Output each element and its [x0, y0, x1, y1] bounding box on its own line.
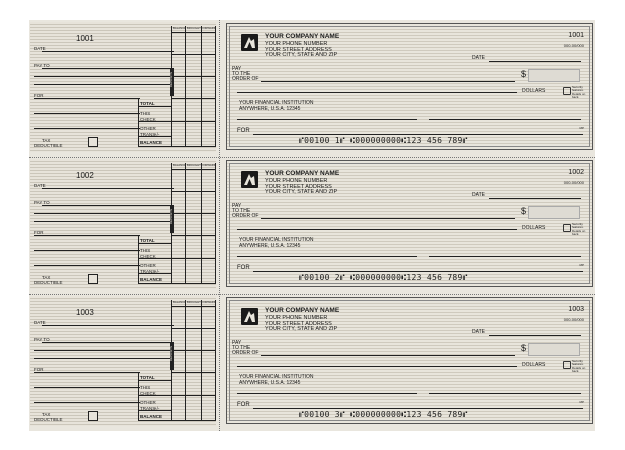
stub-deductible-label: DEDUCTIBLE — [34, 280, 63, 285]
stub-rule — [171, 191, 215, 192]
stub-rule — [171, 213, 215, 214]
stub-rule — [171, 306, 215, 307]
micr-account-number: ⑆000000000⑆123 456 789⑈ — [350, 136, 468, 145]
micr-account-number: ⑆000000000⑆123 456 789⑈ — [350, 410, 468, 419]
stub-check-number: 1002 — [76, 171, 94, 180]
stub-date-label: DATE — [34, 46, 46, 51]
date-line[interactable] — [489, 61, 581, 62]
date-label: DATE — [472, 329, 485, 335]
stub-rule — [171, 121, 215, 122]
dollars-label: DOLLARS — [522, 88, 546, 94]
for-label: FOR — [237, 402, 250, 408]
padlock-icon — [563, 224, 571, 232]
memo-line[interactable] — [237, 119, 417, 120]
company-city-state-zip: YOUR CITY, STATE AND ZIP — [265, 326, 338, 332]
stub-rule — [34, 402, 140, 403]
stub-rule — [171, 169, 215, 170]
date-line[interactable] — [489, 198, 581, 199]
stub-balance-label: BALANCE — [140, 140, 162, 145]
stub-rule — [34, 265, 140, 266]
stub-this-check-label: THIS CHECK — [140, 248, 156, 259]
dollar-sign: $ — [521, 206, 527, 216]
payee-line[interactable] — [261, 81, 515, 82]
stub-balance-forward-label: BALANCE BROUGHT FORWARD — [173, 26, 216, 30]
stub-column-rule — [185, 300, 186, 420]
tax-deductible-checkbox[interactable] — [88, 274, 98, 284]
stub-total-label: TOTAL — [140, 101, 155, 106]
amount-field[interactable] — [528, 343, 580, 356]
stub-date-label: DATE — [34, 320, 46, 325]
memo-rule[interactable] — [253, 408, 583, 409]
stub-for-label: FOR — [34, 367, 44, 372]
stub-tax-label: TAX — [42, 138, 51, 143]
stub-rule — [34, 372, 140, 373]
stub-rule — [138, 243, 171, 244]
amount-words-line[interactable] — [237, 366, 517, 367]
micr-check-serial: ⑈00100 2⑈ — [299, 273, 346, 282]
amount-words-line[interactable] — [237, 92, 517, 93]
security-features-note: Security features. Details on back. — [572, 222, 586, 237]
company-phone: YOUR PHONE NUMBER — [265, 178, 328, 184]
stub-rule — [171, 235, 215, 236]
stub-check-number: 1003 — [76, 308, 94, 317]
memo-rule[interactable] — [253, 134, 583, 135]
date-label: DATE — [472, 55, 485, 61]
check-row — [29, 20, 595, 157]
pay-label: PAY — [232, 66, 242, 72]
amount-field[interactable] — [528, 69, 580, 82]
payee-line[interactable] — [261, 218, 515, 219]
stub-rule — [34, 235, 140, 236]
stub-column-rule — [138, 372, 139, 420]
stub-other-trans-sign: +/- — [154, 406, 160, 411]
to-the-label: TO THE — [232, 345, 251, 351]
pay-label: PAY — [232, 203, 242, 209]
stub-other-trans-label: OTHER TRANS — [140, 263, 156, 274]
order-of-label: ORDER OF — [232, 213, 259, 219]
deposits-box — [170, 205, 174, 233]
company-phone: YOUR PHONE NUMBER — [265, 41, 328, 47]
stub-rule — [34, 221, 170, 222]
routing-fraction: 000-00/000 — [563, 180, 584, 185]
amount-field[interactable] — [528, 206, 580, 219]
stub-rule — [34, 387, 140, 388]
stub-other-trans-label: OTHER TRANS — [140, 126, 156, 137]
memo-rule[interactable] — [253, 271, 583, 272]
stub-deductible-label: DEDUCTIBLE — [34, 417, 63, 422]
to-the-label: TO THE — [232, 71, 251, 77]
routing-fraction: 000-00/000 — [563, 43, 584, 48]
stub-rule — [138, 121, 171, 122]
check-stub — [30, 22, 216, 152]
bank-address: ANYWHERE, U.S.A. 12345 — [239, 106, 301, 112]
stub-deposits-label: DEPOSITS — [169, 346, 173, 362]
dollars-label: DOLLARS — [522, 362, 546, 368]
stub-deductible-label: DEDUCTIBLE — [34, 143, 63, 148]
stub-balance-label: BALANCE — [140, 277, 162, 282]
check — [226, 23, 593, 150]
payee-line[interactable] — [261, 355, 515, 356]
stub-rule — [42, 68, 170, 69]
company-city-state-zip: YOUR CITY, STATE AND ZIP — [265, 52, 338, 58]
stub-rule — [138, 136, 171, 137]
stub-column-rule — [138, 98, 139, 146]
check-number: 1003 — [568, 306, 584, 313]
stub-pay-to-label: PAY TO — [34, 63, 50, 68]
stub-rule — [42, 342, 170, 343]
stub-rule — [171, 98, 215, 99]
date-line[interactable] — [489, 335, 581, 336]
signature-line[interactable] — [429, 119, 581, 120]
stub-rule — [34, 250, 140, 251]
stub-rule — [138, 273, 171, 274]
check-number: 1001 — [568, 32, 584, 39]
signature-line[interactable] — [429, 256, 581, 257]
company-logo-icon — [241, 171, 258, 188]
order-of-label: ORDER OF — [232, 76, 259, 82]
stub-rule — [34, 358, 170, 359]
mp-label: MP — [579, 126, 584, 130]
stub-rule — [34, 98, 140, 99]
stub-deposits-label: DEPOSITS — [169, 209, 173, 225]
stub-rule — [171, 32, 215, 33]
stub-other-trans-label: OTHER TRANS — [140, 400, 156, 411]
stub-column-rule — [185, 26, 186, 146]
check-row — [29, 157, 595, 294]
bank-name: YOUR FINANCIAL INSTITUTION — [239, 374, 314, 380]
mp-label: MP — [579, 263, 584, 267]
stub-other-trans-sign: +/- — [154, 269, 160, 274]
stub-rule — [42, 325, 174, 326]
stub-rule — [171, 54, 215, 55]
company-name: YOUR COMPANY NAME — [265, 33, 340, 40]
stub-pay-to-label: PAY TO — [34, 337, 50, 342]
company-logo-icon — [241, 34, 258, 51]
stub-rule — [171, 258, 215, 259]
company-city-state-zip: YOUR CITY, STATE AND ZIP — [265, 189, 338, 195]
order-of-label: ORDER OF — [232, 350, 259, 356]
stub-rule — [138, 146, 216, 147]
for-label: FOR — [237, 128, 250, 134]
stub-this-check-label: THIS CHECK — [140, 385, 156, 396]
stub-column-rule — [201, 163, 202, 283]
security-features-note: Security features. Details on back. — [572, 85, 586, 100]
routing-fraction: 000-00/000 — [563, 317, 584, 322]
memo-line[interactable] — [237, 393, 417, 394]
check — [226, 160, 593, 287]
amount-words-line[interactable] — [237, 229, 517, 230]
stub-column-rule — [201, 300, 202, 420]
stub-rule — [34, 128, 140, 129]
stub-column-rule — [185, 163, 186, 283]
micr-account-number: ⑆000000000⑆123 456 789⑈ — [350, 273, 468, 282]
micr-check-serial: ⑈00100 3⑈ — [299, 410, 346, 419]
stub-column-rule — [215, 26, 216, 146]
stub-total-label: TOTAL — [140, 375, 155, 380]
for-label: FOR — [237, 265, 250, 271]
dollars-label: DOLLARS — [522, 225, 546, 231]
stub-rule — [171, 395, 215, 396]
dollar-sign: $ — [521, 343, 527, 353]
check-number: 1002 — [568, 169, 584, 176]
dollar-sign: $ — [521, 69, 527, 79]
company-street: YOUR STREET ADDRESS — [265, 320, 332, 327]
stub-for-label: FOR — [34, 93, 44, 98]
stub-for-label: FOR — [34, 230, 44, 235]
padlock-icon — [563, 87, 571, 95]
stub-balance-forward-label: BALANCE BROUGHT FORWARD — [173, 300, 216, 304]
company-name: YOUR COMPANY NAME — [265, 170, 340, 177]
stub-tax-label: TAX — [42, 275, 51, 280]
tax-deductible-checkbox[interactable] — [88, 411, 98, 421]
company-name: YOUR COMPANY NAME — [265, 307, 340, 314]
stub-rule — [42, 188, 174, 189]
company-phone: YOUR PHONE NUMBER — [265, 315, 328, 321]
date-label: DATE — [472, 192, 485, 198]
company-street: YOUR STREET ADDRESS — [265, 183, 332, 190]
stub-rule — [42, 205, 170, 206]
stub-rule — [34, 113, 140, 114]
check-row — [29, 294, 595, 431]
stub-rule — [138, 420, 216, 421]
stub-rule — [138, 283, 216, 284]
stub-date-label: DATE — [34, 183, 46, 188]
stub-rule — [171, 372, 215, 373]
stub-rule — [138, 395, 171, 396]
stub-rule — [138, 106, 171, 107]
stub-rule — [34, 213, 170, 214]
micr-check-serial: ⑈00100 1⑈ — [299, 136, 346, 145]
deposits-box — [170, 68, 174, 96]
stub-pay-to-label: PAY TO — [34, 200, 50, 205]
signature-line[interactable] — [429, 393, 581, 394]
tax-deductible-checkbox[interactable] — [88, 137, 98, 147]
stub-check-number: 1001 — [76, 34, 94, 43]
micr-line — [299, 273, 468, 282]
check-stub — [30, 159, 216, 289]
check — [226, 297, 593, 424]
stub-balance-forward-label: BALANCE BROUGHT FORWARD — [173, 163, 216, 167]
check-stub — [30, 296, 216, 426]
bank-name: YOUR FINANCIAL INSTITUTION — [239, 237, 314, 243]
stub-rule — [138, 258, 171, 259]
stub-this-check-label: THIS CHECK — [140, 111, 156, 122]
memo-line[interactable] — [237, 256, 417, 257]
company-street: YOUR STREET ADDRESS — [265, 46, 332, 53]
mp-label: MP — [579, 400, 584, 404]
stub-rule — [138, 380, 171, 381]
check-sheet — [29, 20, 595, 431]
stub-column-rule — [201, 26, 202, 146]
stub-rule — [42, 51, 174, 52]
company-logo-icon — [241, 308, 258, 325]
stub-rule — [171, 350, 215, 351]
bank-address: ANYWHERE, U.S.A. 12345 — [239, 380, 301, 386]
stub-column-rule — [215, 163, 216, 283]
stub-rule — [34, 350, 170, 351]
micr-line — [299, 410, 468, 419]
stub-tax-label: TAX — [42, 412, 51, 417]
stub-rule — [138, 410, 171, 411]
stub-column-rule — [215, 300, 216, 420]
stub-other-trans-sign: +/- — [154, 132, 160, 137]
security-features-note: Security features. Details on back. — [572, 359, 586, 374]
stub-column-rule — [138, 235, 139, 283]
stub-deposits-label: DEPOSITS — [169, 72, 173, 88]
bank-address: ANYWHERE, U.S.A. 12345 — [239, 243, 301, 249]
deposits-box — [170, 342, 174, 370]
stub-balance-label: BALANCE — [140, 414, 162, 419]
bank-name: YOUR FINANCIAL INSTITUTION — [239, 100, 314, 106]
micr-line — [299, 136, 468, 145]
to-the-label: TO THE — [232, 208, 251, 214]
stub-rule — [171, 328, 215, 329]
stub-rule — [34, 76, 170, 77]
pay-label: PAY — [232, 340, 242, 346]
stub-total-label: TOTAL — [140, 238, 155, 243]
stub-rule — [171, 76, 215, 77]
stub-rule — [34, 84, 170, 85]
padlock-icon — [563, 361, 571, 369]
